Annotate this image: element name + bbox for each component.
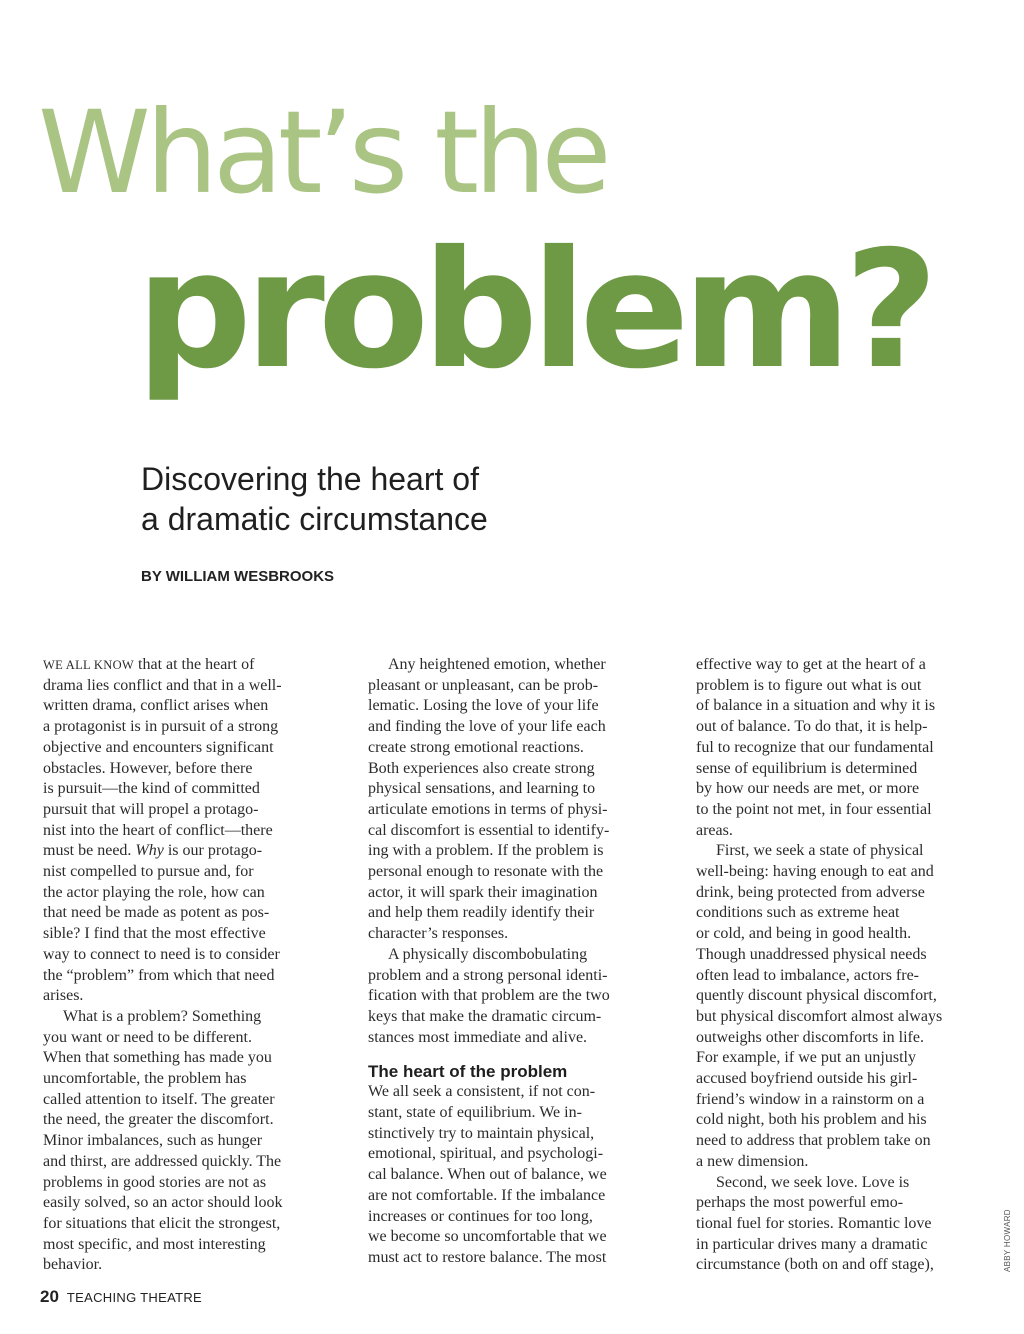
paragraph (368, 945, 668, 1049)
italic-emphasis: Why (135, 842, 164, 860)
text-line: areas. (696, 821, 733, 839)
text-line: and finding the love of your life each (368, 718, 606, 736)
text-span: is our protago- (163, 842, 263, 860)
text-line: accused boyfriend outside his girl- (696, 1070, 918, 1088)
text-line: easily solved, so an actor should look (43, 1194, 283, 1212)
text-line: is pursuit—the kind of committed (43, 780, 260, 798)
text-line: uncomfortable, the problem has (43, 1070, 247, 1088)
text-line: Second, we seek love. Love is (716, 1173, 910, 1191)
text-line: that need be made as potent as pos- (43, 904, 270, 922)
body-column-3 (696, 655, 996, 1276)
text-line: problem is to figure out what is out (696, 676, 922, 694)
text-line: written drama, conflict arises when (43, 697, 269, 715)
text-line: personal enough to resonate with the (368, 863, 604, 881)
text-line: Though unaddressed physical needs (696, 945, 927, 963)
section-heading: The heart of the problem (368, 1062, 568, 1082)
text-line: often lead to imbalance, actors fre- (696, 966, 919, 984)
text-line: out of balance. To do that, it is help- (696, 718, 928, 736)
body-column-1 (43, 655, 343, 1276)
text-line: nist compelled to pursue and, for (43, 863, 254, 881)
text-line: create strong emotional reactions. (368, 738, 584, 756)
text-line: quently discount physical discomfort, (696, 987, 937, 1005)
text-line: actor, it will spark their imagination (368, 883, 598, 901)
paragraph (368, 1082, 668, 1268)
text-line: sense of equilibrium is determined (696, 759, 918, 777)
text-line: a protagonist is in pursuit of a strong (43, 718, 279, 736)
text-line: ing with a problem. If the problem is (368, 842, 604, 860)
text-line: you want or need to be different. (43, 1028, 252, 1046)
text-line: effective way to get at the heart of a (696, 656, 926, 673)
text-line: tional fuel for stories. Romantic love (696, 1214, 932, 1232)
headline-line-1: What’s the (38, 86, 607, 219)
text-line: stinctively try to maintain physical, (368, 1124, 595, 1142)
subtitle-line-2: a dramatic circumstance (141, 501, 488, 537)
text-line: need to address that problem take on (696, 1132, 931, 1150)
text-line: problems in good stories are not as (43, 1173, 267, 1191)
paragraph (43, 1007, 343, 1276)
text-line: keys that make the dramatic circum- (368, 1007, 602, 1025)
text-line: are not comfortable. If the imbalance (368, 1186, 606, 1204)
text-line: problem and a strong personal identi- (368, 966, 608, 984)
paragraph (43, 655, 343, 1007)
page-footer (40, 1287, 202, 1307)
text-line: behavior. (43, 1256, 103, 1274)
text-line: stances most immediate and alive. (368, 1028, 588, 1046)
text-line: circumstance (both on and off stage), (696, 1256, 934, 1274)
photo-credit: ABBY HOWARD (1003, 1209, 1012, 1272)
text-line: obstacles. However, before there (43, 759, 253, 777)
text-line: Any heightened emotion, whether (388, 656, 606, 673)
text-line: articulate emotions in terms of physi- (368, 800, 608, 818)
text-line: outweighs other discomforts in life. (696, 1028, 924, 1046)
text-line: What is a problem? Something (63, 1007, 262, 1025)
text-line: for situations that elicit the strongest, (43, 1214, 281, 1232)
text-line: of balance in a situation and why it is (696, 697, 936, 715)
text-line: drink, being protected from adverse (696, 883, 925, 901)
text-line: character’s responses. (368, 925, 509, 943)
paragraph (368, 655, 668, 945)
text-line: Both experiences also create strong (368, 759, 595, 777)
text-line: the “problem” from which that need (43, 966, 275, 984)
paragraph (696, 1173, 996, 1277)
text-line: by how our needs are met, or more (696, 780, 920, 798)
text-line: called attention to itself. The greater (43, 1090, 275, 1108)
text-line: physical sensations, and learning to (368, 780, 596, 798)
text-line: pursuit that will propel a protago- (43, 800, 259, 818)
headline-line-2: problem? (136, 217, 932, 405)
text-line: to the point not met, in four essential (696, 800, 932, 818)
text-line: in particular drives many a dramatic (696, 1235, 928, 1253)
paragraph (696, 655, 996, 841)
text-line: friend’s window in a rainstorm on a (696, 1090, 925, 1108)
text-line: fication with that problem are the two (368, 987, 610, 1005)
text-line: First, we seek a state of physical (716, 842, 924, 860)
text-line (43, 841, 343, 862)
text-line: the need, the greater the discomfort. (43, 1111, 274, 1129)
text-line: stant, state of equilibrium. We in- (368, 1104, 582, 1122)
text-line: increases or continues for too long, (368, 1207, 593, 1225)
lead-in-small-caps: WE ALL KNOW (43, 658, 135, 672)
text-line: cal discomfort is essential to identify- (368, 821, 610, 839)
text-line: but physical discomfort almost always (696, 1007, 943, 1025)
paragraph (696, 841, 996, 1172)
text-line: most specific, and most interesting (43, 1235, 266, 1253)
text-line: the actor playing the role, how can (43, 883, 265, 901)
text-line: A physically discombobulating (388, 945, 588, 963)
text-line: For example, if we put an unjustly (696, 1049, 916, 1067)
text-line: a new dimension. (696, 1152, 809, 1170)
text-line: must act to restore balance. The most (368, 1248, 607, 1266)
text-line: and help them readily identify their (368, 904, 595, 922)
subtitle-line-1: Discovering the heart of (141, 461, 479, 497)
text-line: perhaps the most powerful emo- (696, 1194, 904, 1212)
body-column-2 (368, 655, 668, 1269)
text-line: pleasant or unpleasant, can be prob- (368, 676, 599, 694)
text-span: must be need. (43, 842, 136, 860)
text-line: and thirst, are addressed quickly. The (43, 1152, 282, 1170)
text-line: lematic. Losing the love of your life (368, 697, 599, 715)
text-line: Minor imbalances, such as hunger (43, 1132, 263, 1150)
text-span: that at the heart of (134, 656, 255, 673)
text-line: objective and encounters significant (43, 738, 274, 756)
text-line: We all seek a consistent, if not con- (368, 1083, 596, 1101)
text-line: way to connect to need is to consider (43, 945, 280, 963)
text-line: we become so uncomfortable that we (368, 1228, 607, 1246)
byline: BY WILLIAM WESBROOKS (141, 568, 335, 585)
subtitle (141, 459, 661, 539)
text-line: drama lies conflict and that in a well- (43, 676, 282, 694)
text-line: arises. (43, 987, 84, 1005)
text-line (43, 655, 343, 676)
text-line: or cold, and being in good health. (696, 925, 912, 943)
publication-name: TEACHING THEATRE (66, 1290, 202, 1305)
text-line: cal balance. When out of balance, we (368, 1166, 607, 1184)
text-line: ful to recognize that our fundamental (696, 738, 934, 756)
text-line: well-being: having enough to eat and (696, 863, 934, 881)
text-line: sible? I find that the most effective (43, 925, 266, 943)
text-line: emotional, spiritual, and psychologi- (368, 1145, 604, 1163)
text-line: nist into the heart of conflict—there (43, 821, 273, 839)
text-line: When that something has made you (43, 1049, 272, 1067)
page-number: 20 (40, 1287, 59, 1306)
text-line: conditions such as extreme heat (696, 904, 900, 922)
text-line: cold night, both his problem and his (696, 1111, 927, 1129)
